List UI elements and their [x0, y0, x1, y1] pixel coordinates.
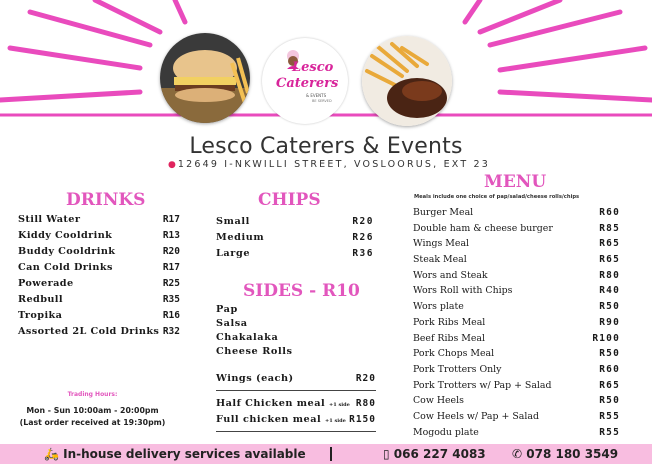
divider — [216, 390, 376, 391]
menu-item — [413, 348, 620, 364]
item-name: Wings (each) — [216, 373, 294, 384]
menu-item — [413, 207, 620, 223]
item-price: R25 — [162, 278, 180, 289]
item-name: Redbull — [18, 294, 63, 305]
item-price: R60 — [599, 207, 620, 218]
full-chicken-item — [216, 414, 376, 430]
logo-subtitle: & EVENTS — [306, 93, 327, 98]
item-name: Mogodu plate — [413, 426, 479, 438]
item-name: Burger Meal — [413, 207, 474, 218]
item-price: R85 — [599, 222, 620, 234]
item-label: Full chicken meal — [216, 414, 322, 425]
location-pin-icon: ● — [168, 160, 176, 170]
delivery-text: In-house delivery services available — [63, 447, 306, 461]
item-price: R20 — [162, 246, 180, 257]
logo-text: Lesco — [292, 60, 334, 75]
ribs-and-chips-photo — [362, 36, 452, 126]
trading-hours: Mon - Sun 10:00am - 20:00pm — [26, 406, 159, 415]
drinks-list — [18, 214, 180, 342]
menu-item — [413, 333, 620, 349]
item-name: Double ham & cheese burger — [413, 222, 553, 234]
chips-list — [216, 216, 374, 264]
item-name: Wors and Steak — [413, 269, 488, 281]
menu-item — [216, 346, 366, 360]
item-price: R40 — [599, 285, 620, 297]
menu-item — [413, 270, 620, 286]
item-price: R65 — [599, 254, 620, 266]
address — [168, 159, 490, 170]
item-price: R36 — [352, 248, 374, 259]
menu-item — [413, 238, 620, 254]
menu-item — [413, 301, 620, 317]
item-price: R55 — [599, 410, 620, 422]
menu-item — [216, 216, 374, 232]
menu-item — [18, 278, 180, 294]
item-name: Salsa — [216, 318, 248, 329]
chips-heading: CHIPS — [258, 190, 321, 210]
item-price: R65 — [599, 238, 620, 250]
item-name: Pork Trotters Only — [413, 363, 502, 375]
item-name: Cow Heels — [413, 395, 464, 407]
phone-text: 066 227 4083 — [393, 447, 486, 461]
menu-item — [18, 214, 180, 230]
item-name: Beef Ribs Meal — [413, 332, 486, 344]
item-name: Pap — [216, 304, 238, 315]
item-name — [216, 398, 350, 409]
whatsapp-number[interactable] — [512, 447, 618, 461]
item-note: +1 side — [329, 402, 350, 408]
item-name: Powerade — [18, 278, 74, 289]
menu-item — [216, 248, 374, 264]
item-price: R65 — [599, 379, 620, 391]
menu-item — [413, 427, 620, 443]
item-price: R32 — [162, 326, 180, 337]
item-price: R13 — [162, 230, 180, 241]
item-price: R150 — [349, 414, 376, 425]
logo-text: Caterers — [276, 76, 339, 91]
item-name: Small — [216, 216, 250, 227]
item-name: Large — [216, 248, 251, 259]
sides-heading: SIDES - R10 — [243, 281, 360, 301]
sides-list — [216, 304, 366, 360]
menu-item — [18, 246, 180, 262]
footer-bar — [0, 444, 652, 464]
item-name: Wings Meal — [413, 238, 470, 250]
menu-item — [413, 395, 620, 411]
item-price: R17 — [162, 214, 180, 225]
delivery-info — [44, 447, 306, 461]
item-price: R50 — [599, 395, 620, 407]
item-name: Assorted 2L Cold Drinks — [18, 326, 160, 337]
item-price: R60 — [599, 363, 620, 375]
trading-hours-label: Trading Hours: — [67, 391, 118, 398]
whatsapp-icon: ✆ — [512, 447, 523, 461]
item-name: Pork Trotters w/ Pap + Salad — [413, 379, 552, 391]
item-name: Chakalaka — [216, 332, 279, 343]
item-name: Wors plate — [413, 301, 464, 313]
item-price: R100 — [592, 332, 620, 344]
menu-list — [413, 207, 620, 442]
phone-number[interactable] — [383, 447, 486, 461]
item-name: Pork Chops Meal — [413, 348, 495, 360]
lesco-logo — [262, 38, 348, 124]
last-order-note: (Last order received at 19:30pm) — [19, 418, 166, 427]
menu-item — [216, 318, 366, 332]
item-name: Kiddy Cooldrink — [18, 230, 113, 241]
item-name: Tropika — [18, 310, 63, 321]
menu-item — [18, 294, 180, 310]
item-price: R35 — [162, 294, 180, 305]
menu-item — [413, 411, 620, 427]
menu-item — [18, 310, 180, 326]
item-price: R50 — [599, 301, 620, 313]
menu-item — [413, 364, 620, 380]
item-label: Half Chicken meal — [216, 398, 326, 409]
item-name: Still Water — [18, 214, 81, 225]
phone-icon: ▯ — [383, 447, 390, 461]
item-price: R20 — [352, 216, 374, 227]
menu-heading: MENU — [484, 172, 547, 192]
item-price: R80 — [355, 398, 376, 409]
menu-item — [413, 317, 620, 333]
item-price: R50 — [599, 348, 620, 360]
logo-tagline: BE SERVED — [312, 99, 332, 103]
menu-item — [18, 262, 180, 278]
menu-item — [216, 232, 374, 248]
item-price: R90 — [599, 316, 620, 328]
item-name: Cow Heels w/ Pap + Salad — [413, 410, 539, 422]
half-chicken-item — [216, 398, 376, 414]
item-name: Wors Roll with Chips — [413, 285, 513, 297]
item-price: R20 — [355, 373, 376, 384]
item-price: R26 — [352, 232, 374, 243]
item-price: R80 — [599, 269, 620, 281]
item-price: R16 — [162, 310, 180, 321]
item-name: Cheese Rolls — [216, 346, 293, 357]
item-name: Pork Ribs Meal — [413, 316, 486, 328]
item-name — [216, 414, 346, 425]
drinks-heading: DRINKS — [66, 190, 146, 210]
menu-item — [413, 380, 620, 396]
item-name: Steak Meal — [413, 254, 467, 266]
menu-item — [18, 326, 180, 342]
burger-photo — [160, 33, 250, 123]
menu-item — [216, 332, 366, 346]
meal-note: Meals include one choice of pap/salad/cheese rolls/chips — [414, 194, 580, 200]
wings-item — [216, 373, 376, 389]
whatsapp-text: 078 180 3549 — [526, 447, 619, 461]
item-price: R17 — [162, 262, 180, 273]
item-price: R55 — [599, 426, 620, 438]
menu-item — [18, 230, 180, 246]
menu-item — [413, 223, 620, 239]
item-name: Can Cold Drinks — [18, 262, 113, 273]
divider — [216, 431, 376, 432]
menu-item — [413, 285, 620, 301]
scooter-icon: 🛵 — [44, 447, 59, 461]
footer-divider — [330, 447, 332, 461]
address-text: 12649 I-NKWILLI STREET, VOSLOORUS, EXT 23 — [177, 159, 491, 170]
item-name: Medium — [216, 232, 265, 243]
menu-item — [413, 254, 620, 270]
restaurant-name: Lesco Caterers & Events — [189, 134, 463, 159]
item-note: +1 side — [325, 418, 346, 424]
menu-item — [216, 304, 366, 318]
item-name: Buddy Cooldrink — [18, 246, 116, 257]
